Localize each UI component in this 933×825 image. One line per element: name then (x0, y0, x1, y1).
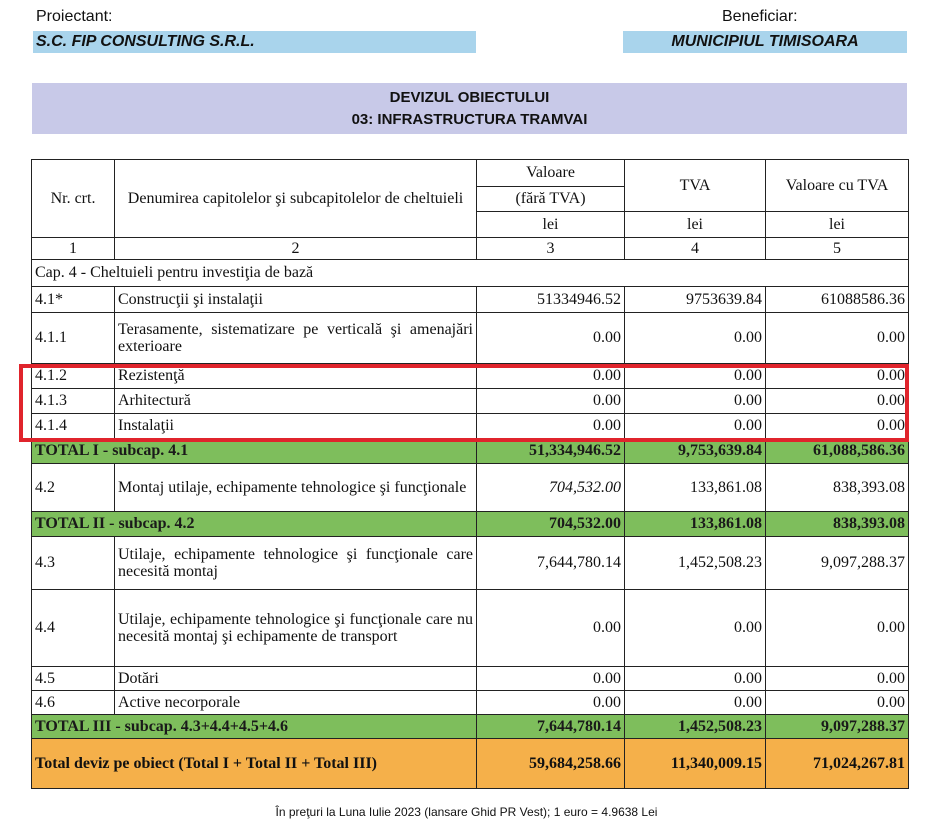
row-name: Montaj utilaje, echipamente tehnologice şi funcţionale (115, 464, 477, 512)
row-valoare: 0.00 (477, 364, 625, 389)
row-tva: 1,452,508.23 (625, 537, 766, 590)
title-line-1: DEVIZUL OBIECTULUI (389, 89, 550, 106)
price-note: În preţuri la Luna Iulie 2023 (lansare Ghid PR Vest); 1 euro = 4.9638 Lei (275, 805, 658, 819)
row-total: 0.00 (766, 590, 909, 667)
total-total: 9,097,288.37 (766, 715, 909, 739)
header-valoare-tva: Valoare cu TVA (766, 160, 909, 212)
total-tva: 133,861.08 (625, 512, 766, 537)
total-name: TOTAL I - subcap. 4.1 (32, 439, 477, 464)
row-name: Rezistenţă (115, 364, 477, 389)
row-valoare: 0.00 (477, 313, 625, 364)
grand-total-tva: 11,340,009.15 (625, 739, 766, 789)
unit-col3: lei (477, 212, 625, 238)
table-row (32, 287, 909, 313)
total-name: TOTAL III - subcap. 4.3+4.4+4.5+4.6 (32, 715, 477, 739)
red-highlight-frame (19, 364, 909, 442)
row-name: Instalaţii (115, 414, 477, 439)
header-denumire: Denumirea capitolelor şi subcapitolelor de cheltuieli (115, 160, 477, 238)
colnum-1: 1 (32, 238, 115, 260)
total-name: TOTAL II - subcap. 4.2 (32, 512, 477, 537)
beneficiar-value: MUNICIPIUL TIMISOARA (623, 31, 907, 53)
document-title (32, 83, 907, 134)
row-tva: 0.00 (625, 389, 766, 414)
column-numbers-row (32, 238, 909, 260)
row-nr: 4.5 (32, 667, 115, 691)
total-total: 838,393.08 (766, 512, 909, 537)
row-name: Utilaje, echipamente tehnologice şi funcţionale care nu necesită montaj şi echipamente de transport (115, 590, 477, 667)
row-tva: 133,861.08 (625, 464, 766, 512)
row-nr: 4.6 (32, 691, 115, 715)
deviz-table (31, 159, 909, 789)
grand-total-row (32, 739, 909, 789)
table-row (32, 313, 909, 364)
row-total: 0.00 (766, 364, 909, 389)
table-row (32, 691, 909, 715)
proiectant-label: Proiectant: (36, 8, 113, 25)
total-row (32, 439, 909, 464)
row-nr: 4.1.2 (32, 364, 115, 389)
total-row (32, 512, 909, 537)
row-tva: 0.00 (625, 414, 766, 439)
row-total: 0.00 (766, 414, 909, 439)
header-row (32, 160, 909, 187)
row-total: 0.00 (766, 313, 909, 364)
row-nr: 4.1.3 (32, 389, 115, 414)
row-total: 0.00 (766, 667, 909, 691)
row-total: 838,393.08 (766, 464, 909, 512)
row-valoare: 0.00 (477, 414, 625, 439)
proiectant-value: S.C. FIP CONSULTING S.R.L. (33, 31, 476, 53)
row-total: 0.00 (766, 389, 909, 414)
total-row (32, 715, 909, 739)
total-valoare: 51,334,946.52 (477, 439, 625, 464)
row-valoare: 51334946.52 (477, 287, 625, 313)
row-tva: 0.00 (625, 364, 766, 389)
colnum-5: 5 (766, 238, 909, 260)
row-valoare: 0.00 (477, 389, 625, 414)
table-row (32, 590, 909, 667)
row-nr: 4.4 (32, 590, 115, 667)
row-tva: 0.00 (625, 691, 766, 715)
header-valoare-sub: (fără TVA) (477, 187, 625, 212)
row-valoare: 0.00 (477, 590, 625, 667)
total-tva: 9,753,639.84 (625, 439, 766, 464)
row-nr: 4.1* (32, 287, 115, 313)
row-nr: 4.1.4 (32, 414, 115, 439)
row-tva: 9753639.84 (625, 287, 766, 313)
title-line-2: 03: INFRASTRUCTURA TRAMVAI (351, 111, 588, 128)
row-name: Terasamente, sistematizare pe verticală şi amenajări exterioare (115, 313, 477, 364)
chapter-row (32, 260, 909, 287)
row-total: 0.00 (766, 691, 909, 715)
table-row (32, 537, 909, 590)
grand-total-total: 71,024,267.81 (766, 739, 909, 789)
colnum-2: 2 (115, 238, 477, 260)
unit-col4: lei (625, 212, 766, 238)
row-name: Arhitectură (115, 389, 477, 414)
row-name: Utilaje, echipamente tehnologice şi funcţionale care necesită montaj (115, 537, 477, 590)
row-nr: 4.2 (32, 464, 115, 512)
header-nr: Nr. crt. (32, 160, 115, 238)
header-tva: TVA (625, 160, 766, 212)
row-valoare: 0.00 (477, 691, 625, 715)
unit-col5: lei (766, 212, 909, 238)
total-tva: 1,452,508.23 (625, 715, 766, 739)
row-total: 9,097,288.37 (766, 537, 909, 590)
row-nr: 4.3 (32, 537, 115, 590)
chapter-title: Cap. 4 - Cheltuieli pentru investiţia de bază (32, 260, 909, 287)
row-name: Construcţii şi instalaţii (115, 287, 477, 313)
row-tva: 0.00 (625, 313, 766, 364)
row-tva: 0.00 (625, 667, 766, 691)
row-tva: 0.00 (625, 590, 766, 667)
header-valoare: Valoare (477, 160, 625, 187)
row-valoare: 7,644,780.14 (477, 537, 625, 590)
row-nr: 4.1.1 (32, 313, 115, 364)
row-valoare: 704,532.00 (477, 464, 625, 512)
total-total: 61,088,586.36 (766, 439, 909, 464)
row-name: Dotări (115, 667, 477, 691)
table-row (32, 667, 909, 691)
colnum-4: 4 (625, 238, 766, 260)
row-total: 61088586.36 (766, 287, 909, 313)
colnum-3: 3 (477, 238, 625, 260)
table-row (32, 464, 909, 512)
total-valoare: 704,532.00 (477, 512, 625, 537)
grand-total-name: Total deviz pe obiect (Total I + Total II + Total III) (32, 739, 477, 789)
grand-total-valoare: 59,684,258.66 (477, 739, 625, 789)
row-valoare: 0.00 (477, 667, 625, 691)
row-name: Active necorporale (115, 691, 477, 715)
total-valoare: 7,644,780.14 (477, 715, 625, 739)
beneficiar-label: Beneficiar: (722, 8, 798, 25)
